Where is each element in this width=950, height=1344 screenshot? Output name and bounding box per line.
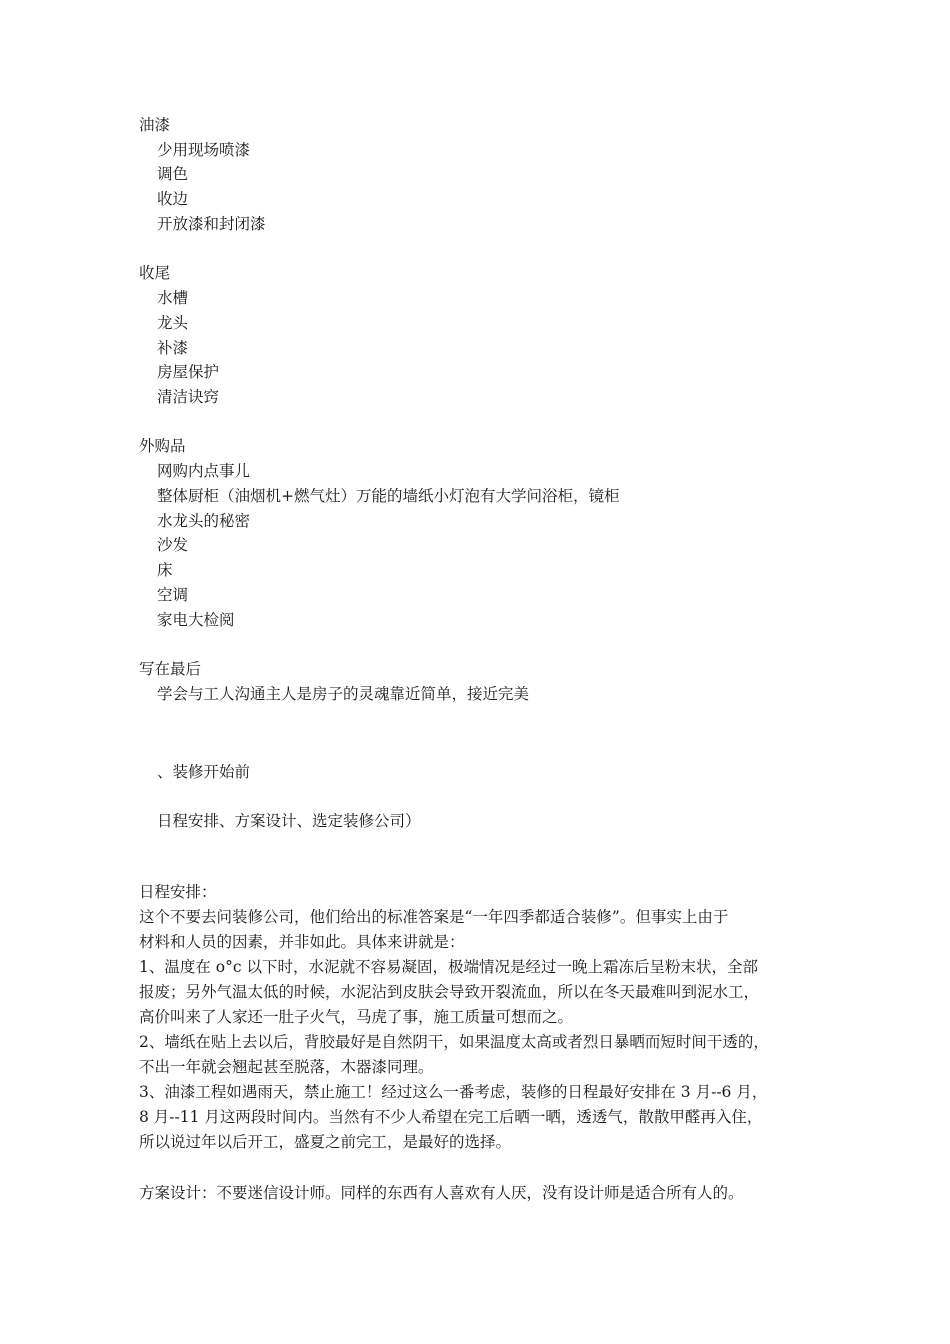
list-item: 补漆 — [157, 339, 189, 357]
list-item: 学会与工人沟通主人是房子的灵魂靠近简单，接近完美 — [157, 685, 530, 703]
schedule-heading: 日程安排： — [139, 883, 217, 901]
list-item: 网购内点事儿 — [157, 462, 251, 480]
list-item: 空调 — [157, 586, 189, 604]
paragraph-line: 1、温度在 o°c 以下时，水泥就不容易凝固，极端情况是经过一晚上霜冻后呈粉末状，全部 — [139, 958, 758, 976]
list-item: 房屋保护 — [157, 363, 220, 381]
chapter-title: 、装修开始前 — [157, 763, 251, 781]
section-heading: 收尾 — [139, 264, 171, 282]
list-item: 开放漆和封闭漆 — [157, 215, 266, 233]
paragraph-line: 2、墙纸在贴上去以后，背胶最好是自然阴干，如果温度太高或者烈日暴晒而短时间干透的， — [139, 1033, 769, 1051]
chapter-subtitle: 日程安排、方案设计、选定装修公司） — [157, 812, 421, 830]
list-item: 清洁诀窍 — [157, 388, 220, 406]
paragraph-line: 报废；另外气温太低的时候，水泥沾到皮肤会导致开裂流血，所以在冬天最难叫到泥水工， — [139, 983, 760, 1001]
paragraph-line: 材料和人员的因素，并非如此。具体来讲就是： — [139, 933, 465, 951]
list-item: 调色 — [157, 165, 189, 183]
section-heading: 写在最后 — [139, 660, 202, 678]
design-note: 方案设计：不要迷信设计师。同样的东西有人喜欢有人厌，没有设计师是适合所有人的。 — [139, 1184, 744, 1202]
list-item: 床 — [157, 561, 173, 579]
paragraph-line: 高价叫来了人家还一肚子火气，马虎了事，施工质量可想而之。 — [139, 1008, 574, 1026]
list-item: 龙头 — [157, 314, 189, 332]
section-heading: 外购品 — [139, 437, 186, 455]
list-item: 收边 — [157, 190, 189, 208]
list-item: 家电大检阅 — [157, 611, 235, 629]
paragraph-line: 不出一年就会翘起甚至脱落，木器漆同理。 — [139, 1058, 434, 1076]
list-item: 水槽 — [157, 289, 189, 307]
paragraph-line: 8 月--11 月这两段时间内。当然有不少人希望在完工后晒一晒，透透气，散散甲醛再入住， — [139, 1108, 763, 1126]
list-item: 少用现场喷漆 — [157, 141, 251, 159]
paragraph-line: 所以说过年以后开工，盛夏之前完工，是最好的选择。 — [139, 1133, 512, 1151]
list-item: 水龙头的秘密 — [157, 512, 251, 530]
section-heading: 油漆 — [139, 116, 171, 134]
list-item: 沙发 — [157, 536, 189, 554]
paragraph-line: 3、油漆工程如遇雨天，禁止施工！经过这么一番考虑，装修的日程最好安排在 3 月--6 月， — [139, 1083, 768, 1101]
paragraph-line: 这个不要去问装修公司，他们给出的标准答案是“一年四季都适合装修”。但事实上由于 — [139, 908, 729, 926]
list-item: 整体厨柜（油烟机+燃气灶）万能的墙纸小灯泡有大学问浴柜，镜柜 — [157, 487, 620, 505]
